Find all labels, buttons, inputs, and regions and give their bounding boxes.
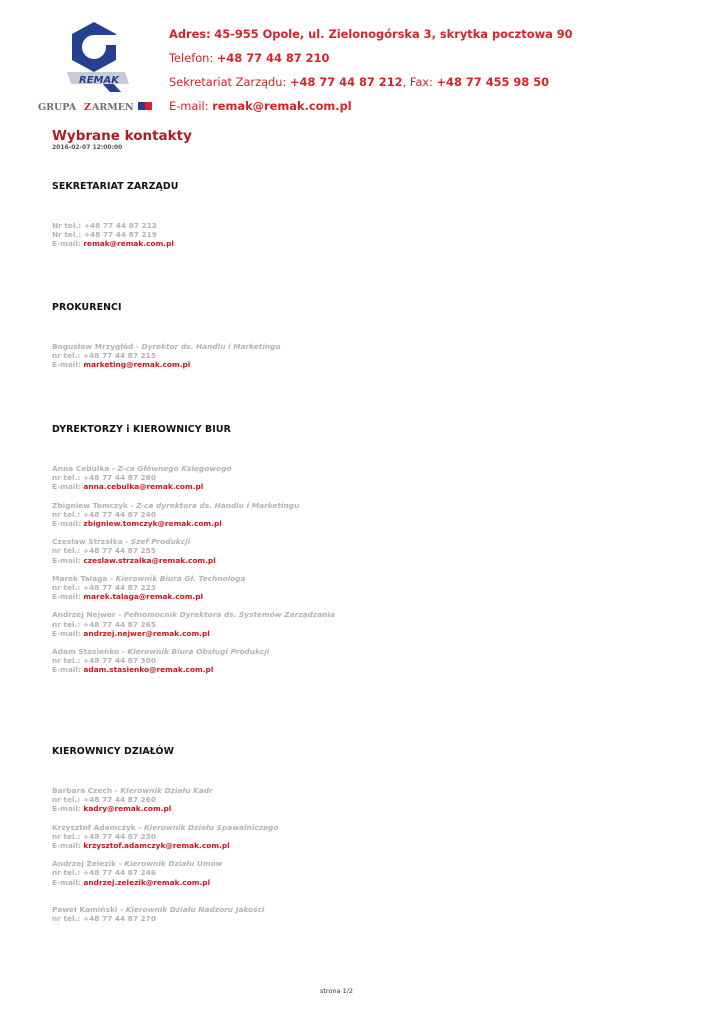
page-date: 2016-02-07 12:00:00: [52, 144, 123, 151]
phone-number: +48 77 44 87 260: [82, 795, 156, 805]
person-name: Barbara Czech: [52, 786, 113, 795]
person-role: Kierownik Działu Nadzoru Jakości: [125, 904, 265, 914]
phone-number: +48 77 44 87 300: [82, 656, 156, 666]
email-row: E-mail: zbigniew.tomczyk@remak.com.pl: [52, 519, 222, 529]
company-contact-header: [169, 22, 709, 118]
contact-entry: [52, 342, 652, 370]
person-row: Krzysztof Adamczyk - Kierownik Działu Spawalniczego: [52, 822, 279, 832]
contact-entry: [52, 905, 652, 923]
section-prokurenci: [52, 302, 652, 370]
svg-text:GRUPA: GRUPA: [38, 102, 77, 113]
person-role: Z-ca dyrektora ds. Handlu i Marketingu: [136, 500, 300, 510]
phone-number: +48 77 44 87 240: [82, 509, 156, 519]
person-role: Kierownik Biura Gł. Technologa: [115, 573, 246, 583]
svg-text:Z: Z: [84, 102, 91, 113]
header-email-link[interactable]: remak@remak.com.pl: [212, 99, 352, 113]
phone-number: +48 77 44 87 230: [82, 831, 156, 841]
email-link[interactable]: krzysztof.adamczyk@remak.com.pl: [83, 841, 230, 851]
remak-logo-icon: [37, 18, 155, 114]
person-row: Paweł Kamiński - Kierownik Działu Nadzoru Jakości: [52, 904, 265, 914]
email-row: E-mail: marek.talaga@remak.com.pl: [52, 592, 204, 602]
section-kierownicy-dzialow: [52, 746, 652, 923]
person-row: Adam Stasieńko - Kierownik Biura Obsługi Produkcji: [52, 647, 270, 657]
phone-row: nr tel.: +48 77 44 87 300: [52, 656, 156, 666]
email-link[interactable]: zbigniew.tomczyk@remak.com.pl: [83, 519, 222, 529]
email-row: E-mail: kadry@remak.com.pl: [52, 804, 172, 814]
email-link[interactable]: andrzej.nejwer@remak.com.pl: [83, 628, 210, 638]
svg-text:ARMEN: ARMEN: [92, 102, 134, 113]
contact-entry: [52, 221, 652, 249]
email-link[interactable]: kadry@remak.com.pl: [83, 804, 172, 814]
person-role: Kierownik Biura Obsługi Produkcji: [127, 647, 270, 657]
phone-number: +48 77 44 87 280: [82, 473, 156, 483]
section-dyrektorzy: [52, 424, 652, 675]
person-row: Zbigniew Tomczyk - Z-ca dyrektora ds. Handlu i Marketingu: [52, 500, 300, 510]
section-heading: PROKURENCI: [52, 302, 122, 313]
email-link[interactable]: marketing@remak.com.pl: [83, 360, 191, 370]
page-title: Wybrane kontakty: [52, 128, 192, 144]
phone-number: +48 77 44 87 255: [82, 546, 156, 556]
phone-row: nr tel.: +48 77 44 87 280: [52, 473, 156, 483]
person-name: Zbigniew Tomczyk: [52, 500, 128, 510]
email-link[interactable]: marek.talaga@remak.com.pl: [83, 592, 204, 602]
person-name: Krzysztof Adamczyk: [52, 822, 136, 832]
phone-row: nr tel.: +48 77 44 87 255: [52, 546, 156, 556]
person-row: Andrzej Nejwer - Pełnomocnik Dyrektora ds. Systemów Zarządzania: [52, 610, 335, 620]
email-row: E-mail: czeslaw.strzalka@remak.com.pl: [52, 555, 216, 565]
phone-row: nr tel.: +48 77 44 87 260: [52, 795, 156, 805]
contact-entry: [52, 823, 652, 851]
contact-entry: [52, 464, 652, 492]
phone-number: +48 77 44 87 246: [82, 868, 156, 878]
contact-entry: [52, 574, 652, 602]
person-name: Marek Talaga: [52, 573, 108, 583]
person-row: Bogusław Mrzygłód - Dyrektor ds. Handlu i Marketingu: [52, 342, 281, 351]
phone-number: +48 77 44 87 265: [82, 619, 156, 629]
svg-text:REMAK: REMAK: [79, 75, 119, 86]
email-row: E-mail: adam.stasienko@remak.com.pl: [52, 665, 214, 675]
email-link[interactable]: anna.cebulka@remak.com.pl: [83, 482, 204, 492]
phone-number: +48 77 44 87 223: [82, 583, 156, 593]
person-row: Barbara Czech - Kierownik Działu Kadr: [52, 786, 213, 795]
email-link[interactable]: adam.stasienko@remak.com.pl: [83, 665, 214, 675]
section-heading: DYREKTORZY i KIEROWNICY BIUR: [52, 424, 231, 435]
person-name: Anna Cebulka: [52, 464, 110, 473]
phone-number: +48 77 44 87 270: [82, 914, 156, 924]
person-name: Andrzej Żelezik: [52, 859, 117, 869]
phone-row: nr tel.: +48 77 44 87 265: [52, 619, 156, 629]
address-line: Adres: 45-955 Opole, ul. Zielonogórska 3, skrytka pocztowa 90: [169, 27, 573, 41]
email-link[interactable]: andrzej.zelezik@remak.com.pl: [83, 877, 211, 887]
section-sekretariat: [52, 181, 652, 249]
phone-row: nr tel.: +48 77 44 87 270: [52, 914, 156, 924]
section-heading: KIEROWNICY DZIAŁÓW: [52, 746, 175, 757]
secretariat-line: Sekretariat Zarządu: +48 77 44 87 212, Fax: +48 77 455 98 50: [169, 75, 550, 89]
section-heading: SEKRETARIAT ZARZĄDU: [52, 181, 179, 192]
phone-row: nr tel.: +48 77 44 87 215: [52, 351, 156, 361]
contact-entry: [52, 647, 652, 675]
phone-line: Telefon: +48 77 44 87 210: [169, 51, 330, 65]
email-row: E-mail: anna.cebulka@remak.com.pl: [52, 482, 204, 492]
person-row: Anna Cebulka - Z-ca Głównego Księgowego: [52, 464, 232, 473]
contact-entry: [52, 537, 652, 565]
email-row: E-mail: andrzej.nejwer@remak.com.pl: [52, 628, 210, 638]
contact-entry: [52, 610, 652, 638]
email-row: E-mail: krzysztof.adamczyk@remak.com.pl: [52, 841, 230, 851]
email-line: E-mail: remak@remak.com.pl: [169, 99, 352, 113]
phone-row: Nr tel.: +48 77 44 87 212: [52, 221, 157, 230]
person-row: Marek Talaga - Kierownik Biura Gł. Technologa: [52, 573, 246, 583]
person-role: Szef Produkcji: [130, 537, 191, 547]
email-row: E-mail: marketing@remak.com.pl: [52, 360, 191, 370]
contact-entry: [52, 501, 652, 529]
person-role: Kierownik Działu Kadr: [120, 786, 213, 795]
email-row: E-mail: andrzej.zelezik@remak.com.pl: [52, 877, 211, 887]
email-link[interactable]: czeslaw.strzalka@remak.com.pl: [83, 555, 216, 565]
email-row: E-mail: remak@remak.com.pl: [52, 239, 174, 249]
contact-entry: [52, 859, 652, 887]
person-name: Paweł Kamiński: [52, 904, 118, 914]
person-role: Kierownik Działu Umów: [124, 859, 223, 869]
company-logo: [37, 18, 155, 114]
person-row: Andrzej Żelezik - Kierownik Działu Umów: [52, 859, 223, 869]
phone-row: Nr tel.: +48 77 44 87 219: [52, 230, 157, 240]
person-name: Adam Stasieńko: [52, 647, 120, 657]
phone-row: nr tel.: +48 77 44 87 246: [52, 868, 156, 878]
phone-row: nr tel.: +48 77 44 87 240: [52, 509, 156, 519]
contact-entry: [52, 786, 652, 814]
person-name: Czesław Strzałka: [52, 537, 123, 547]
person-role: Kierownik Działu Spawalniczego: [143, 822, 279, 832]
page-number: strona 1/2: [320, 987, 354, 995]
person-name: Andrzej Nejwer: [52, 610, 116, 620]
email-link[interactable]: remak@remak.com.pl: [83, 239, 174, 249]
person-role: Pełnomocnik Dyrektora ds. Systemów Zarządzania: [123, 610, 335, 620]
phone-row: nr tel.: +48 77 44 87 230: [52, 831, 156, 841]
person-row: Czesław Strzałka - Szef Produkcji: [52, 537, 191, 547]
person-role: Z-ca Głównego Księgowego: [117, 464, 232, 473]
phone-row: nr tel.: +48 77 44 87 223: [52, 583, 156, 593]
